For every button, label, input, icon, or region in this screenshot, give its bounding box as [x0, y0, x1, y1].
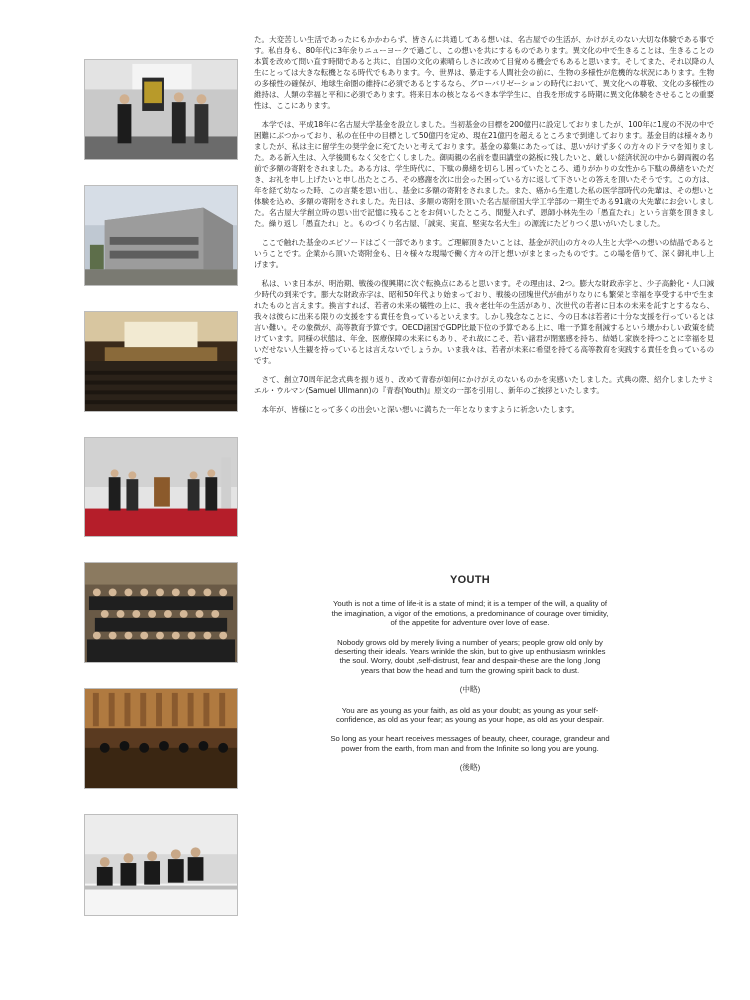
- poem-omission: (中略): [459, 685, 481, 695]
- article-paragraph: 私は、いま日本が、明治期、戦後の復興期に次ぐ転換点にあると思います。その理由は、2つ。膨大な財政赤字と、少子高齢化・人口減少時代の到来です。膨大な財政赤字は、昭和50年代より始まっており、戦後の団塊世代が曲がりなりにも繁栄と幸福を享受する中で生まれたものと言えます。換言すれば、若者の未来の犠牲の上に、我々老壮年の生活があり、次世代の若者に日本の未来を託すとするなら、我々は彼らに出来る限りの支援をする責任を負っているといえます。しかし残念なことに、今の日本は若者に十分な支援を行っているとは言い難い。その象徴が、高等教育予算です。OECD諸国でGDP比最下位の予算である上に、唯一予算を削減するという壊かわしい政策を続けています。同様の状態は、年金、医療保障の未来にもあり、それ故にこそ、若い諸君が閉塞感を持ち、結婚し家族を持つことに幸福を見いだせない人生観を持っているとは言えないでしょうか。いま我々は、若者が未来に希望を持てる高等教育を実践する責任を負っているのです。: [254, 279, 714, 365]
- photo-stage-officials: [84, 437, 238, 537]
- poem-stanza: Youth is not a time of life-it is a state of mind; it is a temper of the will, a quality of the imagination, a vigor of the emotions, a predominance of courage over timidity, of the appetite for adventure over love of ease.: [331, 599, 609, 628]
- photo-group: [84, 562, 238, 663]
- article-paragraph: 本年が、皆様にとって多くの出会いと深い想いに満ちた一年となりますように祈念いたします。: [261, 405, 579, 414]
- poem-omission: (後略): [459, 763, 481, 773]
- article-paragraph: 本学では、平成18年に名古屋大学基金を設立しました。当初基金の目標を200億円に設定しておりましたが、100年に1度の不況の中で困難にぶつかっており、私の在任中の目標として50億円を定め、現在21億円を超えるところまで到達しております。基金目的は様々ありましたが、私は主に留学生の奨学金に充てたいと考えております。基金の募集にあたっては、思いがけず多くの方々のドラマを知りました。ある新入生は、入学後間もなく父を亡くしました。御両親の名前を豊田講堂の銘板に残したいと、厳しい経済状況の中から御両親の名前で多額の寄附をされました。ある方は、学生時代に、下駄の鼻緒を切らし困っていたところ、通りがかりの女性から下駄の鼻緒をいただき、お礼を申し上げたいと申し出たところ、その感謝を次に出会った困っている方に返して下さいとの答えを頂いたそうです。この方は、年を経て幼なった時、この言葉を思い出し、基金に多額の寄附をされました。また、癌から生還した私の医学部時代の先輩は、その想いと体験を込め、多額の寄附をされました。先日は、多額の寄附を頂いた名古屋帝国大学工学部の一期生である91歳の大先輩にお会いしました。名古屋大学創立時の思い出で記憶に残ることをお伺いしたところ、間髪入れず、恩師小林先生の「愚直たれ」という言葉を頂きました。繰り返し「愚直たれ」と。ものづくり名古屋、「誠実、実直、堅実な名大生」の源流にたどりつく思いがいたしました。: [254, 120, 714, 228]
- article-paragraph: さて、創立70周年記念式典を振り返り、改めて青春が如何にかけがえのないものかを実感いたしました。式典の際、紹介しましたサミエル・ウルマン(Samuel Ullmann)の『青春(Youth)』原文の一部を引用し、新年のご挨拶といたします。: [254, 375, 714, 395]
- article-body: [254, 34, 714, 423]
- photo-speakers-table: [84, 814, 238, 916]
- poem-stanza: So long as your heart receives messages of beauty, cheer, courage, grandeur and power from the earth, from man and from the Infinite so long you are young.: [330, 734, 610, 753]
- photo-building: [84, 185, 238, 286]
- poem-stanza: You are as young as your faith, as old as your doubt; as young as your self-confidence, as old as your fear; as young as your hope, as old as your despair.: [336, 705, 604, 725]
- photo-orchestra: [84, 688, 238, 789]
- photo-auditorium: [84, 311, 238, 412]
- photo-award-ceremony: [84, 59, 238, 160]
- poem-stanza: Nobody grows old by merely living a number of years; people grow old only by deserting their ideals. Years wrinkle the skin, but to give up enthusiasm wrinkles the soul. Worry, doubt ,self-distrust, fear and despair-these are the long ,long years that bow the head and turn the growing spirit back to dust.: [334, 637, 606, 675]
- article-paragraph: ここで触れた基金のエピソードはごく一部であります。ご理解頂きたいことは、基金が沢山の方々の人生と大学への想いの結晶であるということです。企業から頂いた寄附金も、日々様々な現場で働く方々の汗と想いがまとまったものです。この場を借りて、深く御礼申し上げます。: [254, 238, 714, 269]
- youth-poem: [330, 576, 610, 784]
- article-paragraph: た。大変苦しい生活であったにもかかわらず、皆さんに共通してある想いは、名古屋での生活が、かけがえのない大切な体験である事です。私自身も、80年代に3年余りニューヨークで過ごし、この想いを共にするものであります。異文化の中で生きることは、生きることの本質を改めて問い直す時間であると共に、自国の文化の素晴らしさに改めて目覚める機会でもあると思います。そしてまた、それ以降の人生にとっては大きな転機となる時代でもあります。今、世界は、暴走する人間社会の前に、生物の多様性が危機的な状況にあります。生物の多様性の確保が、地球生命圏の維持に必須であるとするなら、グローバリゼーションの時代において、異文化への尊敬、文化の多様性の維持は、人類の幸福と平和に必須であります。将来日本の核となるべき本学学生に、自我を形成する時期に異文化体験をさせることの重要性は、ここにあります。: [254, 35, 714, 110]
- poem-title: YOUTH: [450, 574, 490, 586]
